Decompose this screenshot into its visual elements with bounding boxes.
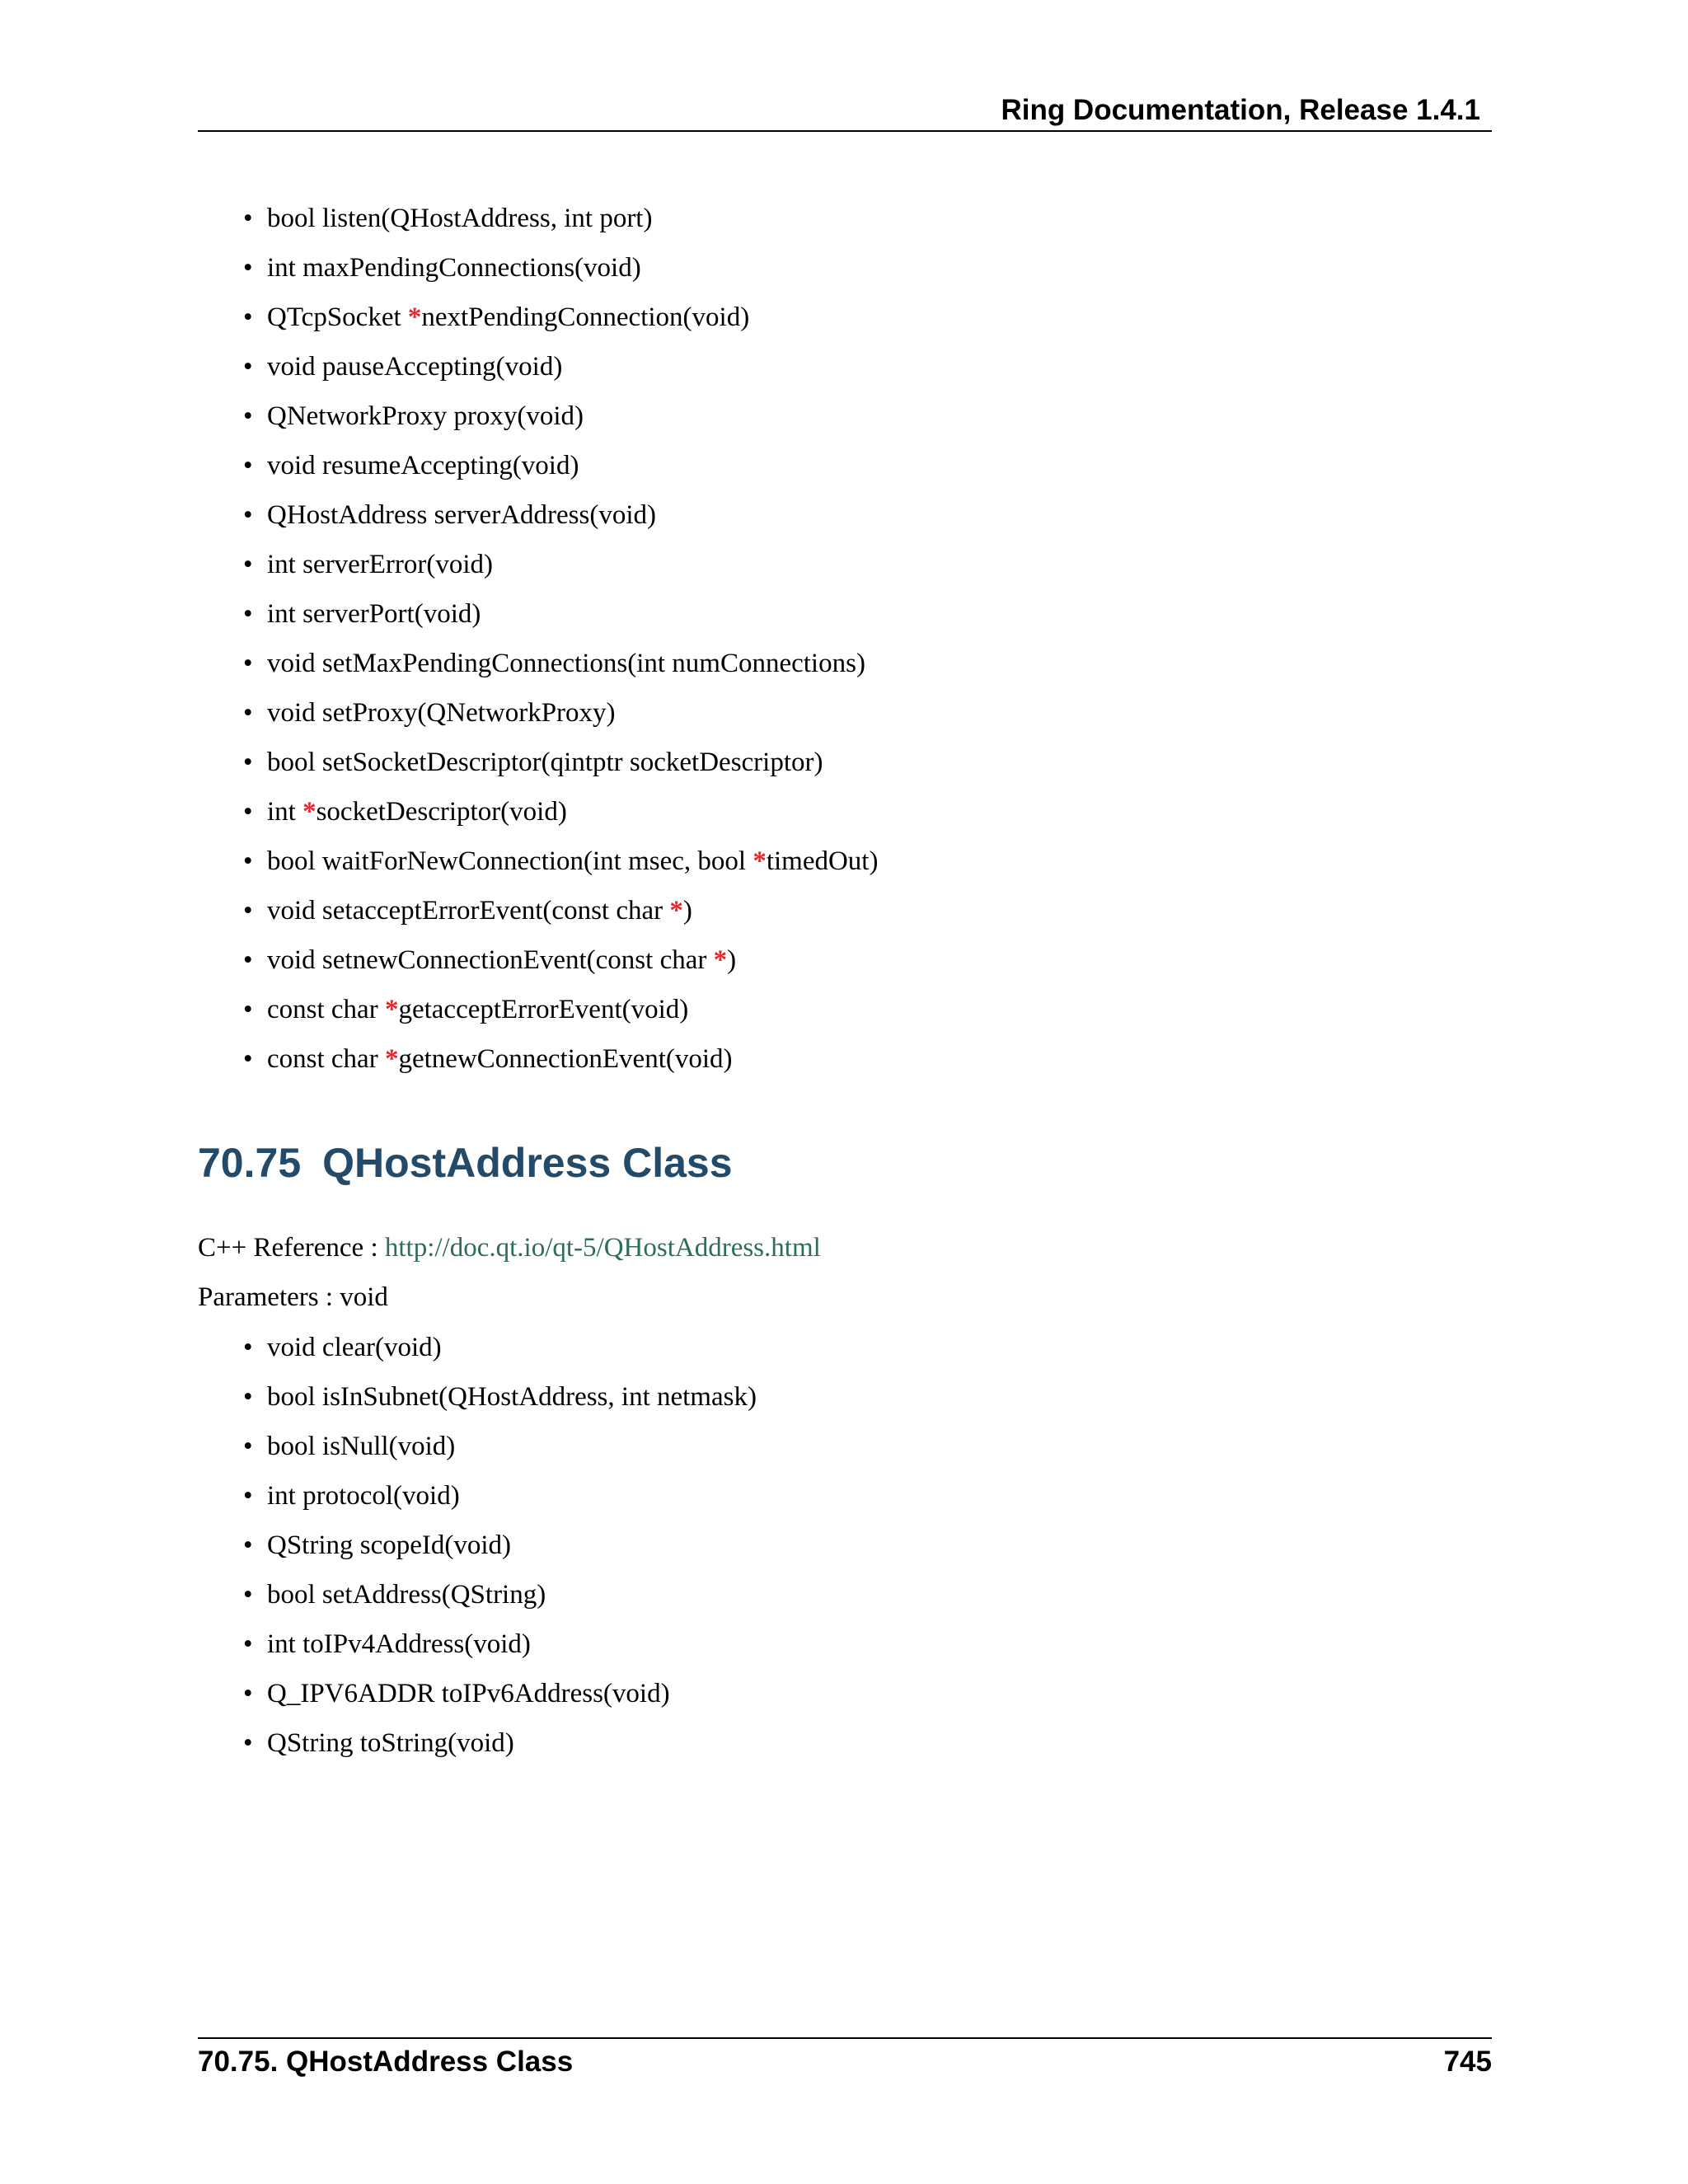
list-item — [0, 243, 1688, 293]
list-item — [0, 441, 1688, 490]
method-text: int — [267, 797, 303, 827]
list-item — [0, 293, 1688, 342]
pointer-star: * — [753, 846, 767, 876]
list-item — [0, 194, 1688, 243]
method-text: void clear(void) — [267, 1333, 442, 1362]
bullet-icon: • — [243, 1432, 253, 1461]
cpp-reference-link[interactable]: http://doc.qt.io/qt-5/QHostAddress.html — [384, 1233, 821, 1263]
section-heading — [198, 1134, 733, 1192]
list-item — [0, 837, 1688, 886]
bullet-icon: • — [243, 1530, 253, 1560]
list-item — [0, 1669, 1688, 1718]
bullet-icon: • — [243, 550, 253, 579]
bullet-icon: • — [243, 1728, 253, 1758]
footer-section-title: 70.75. QHostAddress Class — [198, 2046, 574, 2078]
list-item — [0, 1619, 1688, 1669]
footer-rule — [198, 2037, 1492, 2039]
method-text: QHostAddress serverAddress(void) — [267, 500, 656, 530]
bullet-icon: • — [243, 846, 253, 876]
method-text: void resumeAccepting(void) — [267, 451, 579, 480]
method-text-rest: ) — [682, 896, 692, 926]
list-item — [0, 639, 1688, 688]
list-item — [0, 738, 1688, 787]
running-header-title: Ring Documentation, Release 1.4.1 — [1001, 94, 1480, 126]
pointer-star: * — [384, 1044, 399, 1074]
pointer-star: * — [302, 797, 316, 827]
method-text: const char — [267, 1044, 385, 1074]
method-text: const char — [267, 995, 385, 1024]
list-item — [0, 886, 1688, 935]
pointer-star: * — [713, 945, 728, 975]
list-item — [0, 540, 1688, 589]
list-item — [0, 589, 1688, 639]
method-list-qhostaddress — [0, 1323, 1688, 1768]
method-text: int serverPort(void) — [267, 599, 481, 629]
method-text: void pauseAccepting(void) — [267, 352, 563, 382]
method-text: QTcpSocket — [267, 302, 408, 332]
list-item — [0, 342, 1688, 391]
list-item — [0, 1718, 1688, 1768]
method-text: bool listen(QHostAddress, int port) — [267, 204, 653, 233]
section-title-text: QHostAddress Class — [322, 1140, 733, 1186]
pointer-star: * — [407, 302, 422, 332]
method-text-rest: ) — [727, 945, 737, 975]
method-text: int serverError(void) — [267, 550, 493, 579]
list-item — [0, 1372, 1688, 1422]
list-item — [0, 787, 1688, 837]
list-item — [0, 490, 1688, 540]
bullet-icon: • — [243, 599, 253, 629]
list-item — [0, 1323, 1688, 1372]
list-item — [0, 985, 1688, 1034]
bullet-icon: • — [243, 995, 253, 1024]
list-item — [0, 1521, 1688, 1570]
bullet-icon: • — [243, 896, 253, 926]
method-text: QNetworkProxy proxy(void) — [267, 401, 584, 431]
list-item — [0, 935, 1688, 985]
list-item — [0, 1422, 1688, 1471]
list-item — [0, 688, 1688, 738]
list-item — [0, 1570, 1688, 1619]
method-text: bool setSocketDescriptor(qintptr socketDescriptor) — [267, 748, 823, 777]
header-rule — [198, 130, 1492, 132]
bullet-icon: • — [243, 1679, 253, 1708]
method-text-rest: getnewConnectionEvent(void) — [398, 1044, 733, 1074]
method-list-qtcpserver — [0, 194, 1688, 1084]
pointer-star: * — [384, 995, 399, 1024]
cpp-reference-label: C++ Reference : — [198, 1233, 385, 1263]
list-item — [0, 391, 1688, 441]
bullet-icon: • — [243, 1580, 253, 1610]
bullet-icon: • — [243, 500, 253, 530]
method-text: int protocol(void) — [267, 1481, 460, 1511]
method-text: bool isNull(void) — [267, 1432, 456, 1461]
bullet-icon: • — [243, 1044, 253, 1074]
method-text-rest: timedOut) — [766, 846, 879, 876]
bullet-icon: • — [243, 748, 253, 777]
method-text: Q_IPV6ADDR toIPv6Address(void) — [267, 1679, 670, 1708]
bullet-icon: • — [243, 401, 253, 431]
method-text: void setacceptErrorEvent(const char — [267, 896, 670, 926]
bullet-icon: • — [243, 797, 253, 827]
bullet-icon: • — [243, 945, 253, 975]
list-item — [0, 1034, 1688, 1084]
method-text: QString scopeId(void) — [267, 1530, 512, 1560]
parameters-line: Parameters : void — [198, 1282, 388, 1312]
cpp-reference-line — [198, 1223, 821, 1272]
bullet-icon: • — [243, 204, 253, 233]
method-text: void setnewConnectionEvent(const char — [267, 945, 714, 975]
method-text: bool waitForNewConnection(int msec, bool — [267, 846, 753, 876]
pointer-star: * — [669, 896, 683, 926]
method-text: bool isInSubnet(QHostAddress, int netmask) — [267, 1382, 757, 1412]
bullet-icon: • — [243, 352, 253, 382]
bullet-icon: • — [243, 1629, 253, 1659]
list-item — [0, 1471, 1688, 1521]
method-text-rest: getacceptErrorEvent(void) — [398, 995, 689, 1024]
footer-page-number: 745 — [1443, 2046, 1492, 2078]
method-text: bool setAddress(QString) — [267, 1580, 546, 1610]
bullet-icon: • — [243, 698, 253, 728]
section-number: 70.75 — [198, 1140, 302, 1186]
method-text-rest: nextPendingConnection(void) — [421, 302, 750, 332]
method-text: void setProxy(QNetworkProxy) — [267, 698, 616, 728]
bullet-icon: • — [243, 302, 253, 332]
method-text: QString toString(void) — [267, 1728, 514, 1758]
bullet-icon: • — [243, 649, 253, 678]
bullet-icon: • — [243, 253, 253, 283]
bullet-icon: • — [243, 1382, 253, 1412]
bullet-icon: • — [243, 1333, 253, 1362]
bullet-icon: • — [243, 1481, 253, 1511]
bullet-icon: • — [243, 451, 253, 480]
method-text-rest: socketDescriptor(void) — [316, 797, 567, 827]
method-text: int maxPendingConnections(void) — [267, 253, 641, 283]
method-text: void setMaxPendingConnections(int numConnections) — [267, 649, 865, 678]
method-text: int toIPv4Address(void) — [267, 1629, 531, 1659]
